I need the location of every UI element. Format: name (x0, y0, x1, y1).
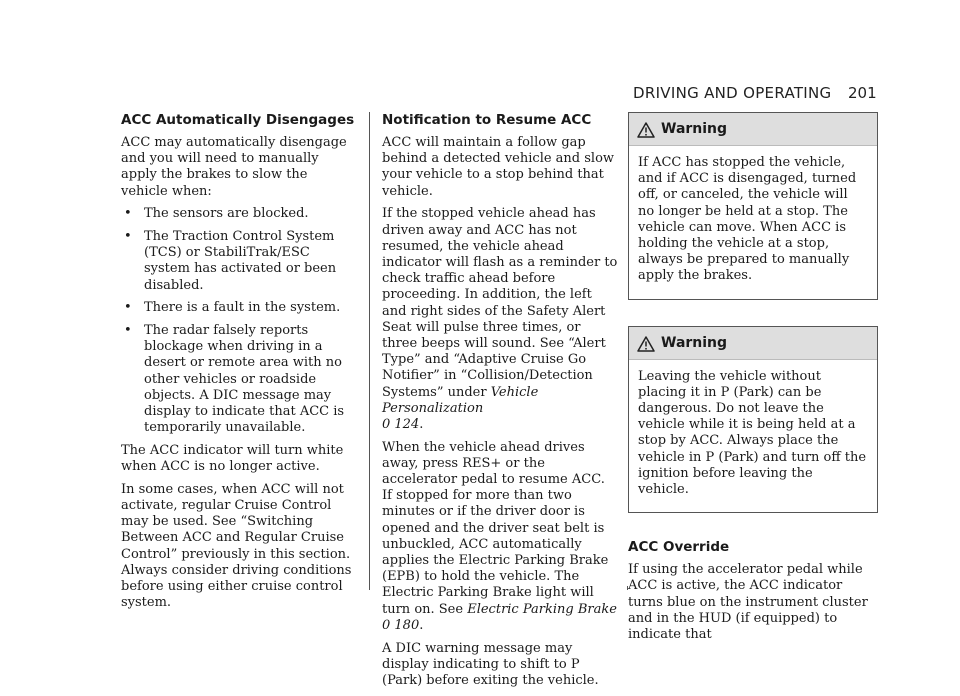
heading-acc-disengages: ACC Automatically Disengages (121, 112, 355, 128)
column-left (121, 112, 357, 618)
cruise-control-paragraph: In some cases, when ACC will not activate, regular Cruise Control may be used. See “Switching Between ACC and Regular Cruise Control” previously in this section. Always consider driving conditions before using either cruise control system. (121, 481, 352, 611)
bullet-icon: • (124, 206, 132, 222)
page-number: 201 (848, 84, 877, 102)
bullet-icon: • (124, 229, 132, 245)
indicator-paragraph: The ACC indicator will turn white when ACC is no longer active. (121, 442, 344, 475)
warning-box (628, 112, 878, 300)
follow-gap-paragraph: ACC will maintain a follow gap behind a detected vehicle and slow your vehicle to a stop behind that vehicle. (382, 135, 615, 199)
cross-reference-link[interactable]: Vehicle Personalization (382, 384, 539, 416)
resume-paragraph: When the vehicle ahead drives away, press RES+ or the accelerator pedal to resume ACC. If stopped for more than two minutes or if the driver door is opened and the driver seat belt is unbuckled, ACC automatically applies the Electric Parking Brake (EPB) to hold the vehicle. The Electric Parking Brake light will turn on. See Electric Parking Brake 0 180. (382, 439, 617, 633)
warning-header (629, 113, 877, 146)
list-item: • There is a fault in the system. (124, 300, 341, 316)
section-title: DRIVING AND OPERATING (633, 84, 832, 102)
warning-header (629, 327, 877, 360)
heading-acc-override: ACC Override (628, 539, 730, 556)
list-item: • The sensors are blocked. (124, 206, 309, 222)
disengage-conditions-list (121, 206, 357, 436)
column-divider (369, 112, 370, 590)
heading-resume-acc: Notification to Resume ACC (382, 112, 592, 128)
override-paragraph: If using the accelerator pedal while ACC is active, the ACC indicator turns blue on the instrument cluster and in the HUD (if equipped) to indicate that (628, 562, 868, 643)
intro-paragraph: ACC may automatically disengage and you will need to manually apply the brakes to slow the vehicle when: (121, 135, 347, 199)
warning-triangle-icon (637, 336, 655, 352)
page-header (0, 84, 960, 106)
stopped-vehicle-paragraph: If the stopped vehicle ahead has driven away and ACC has not resumed, the vehicle ahead indicator will flash as a reminder to check traffic ahead before proceeding. In addition, the left and right sides of the Safety Alert Seat will pulse three times, or three beeps will sound. See “Alert Type” and “Adaptive Cruise Go Notifier” in “Collision/Detection Systems” under Vehicle Personalization 0 124. (382, 206, 618, 432)
list-item: • The Traction Control System (TCS) or StabiliTrak/ESC system has activated or been disabled. (124, 229, 337, 293)
bullet-icon: • (124, 323, 132, 339)
warning-triangle-icon (637, 122, 655, 138)
bullet-icon: • (124, 300, 132, 316)
warning-box (628, 326, 878, 514)
warning-title: Warning (661, 334, 728, 351)
list-item: • The radar falsely reports blockage when driving in a desert or remote area with no other vehicles or roadside objects. A DIC message may display to indicate that ACC is temporarily unavailable. (124, 323, 345, 436)
cross-reference-link[interactable]: Electric Parking Brake (467, 601, 617, 617)
warning-body: If ACC has stopped the vehicle, and if ACC is disengaged, turned off, or canceled, the vehicle will no longer be held at a stop. The vehicle can move. When ACC is holding the vehicle at a stop, always be prepared to manually apply the brakes. (638, 155, 857, 284)
column-right (628, 112, 878, 650)
column-middle (382, 112, 618, 696)
page-reference[interactable]: 0 124 (382, 416, 420, 432)
warning-body: Leaving the vehicle without placing it in P (Park) can be dangerous. Do not leave the vehicle while it is being held at a stop by ACC. Always place the vehicle in P (Park) and turn off the ignition before leaving the vehicle. (638, 368, 867, 498)
dic-message-paragraph: A DIC warning message may display indicating to shift to P (Park) before exiting the vehicle. (382, 640, 599, 688)
warning-title: Warning (661, 121, 728, 137)
page-reference[interactable]: 0 180 (382, 617, 420, 633)
